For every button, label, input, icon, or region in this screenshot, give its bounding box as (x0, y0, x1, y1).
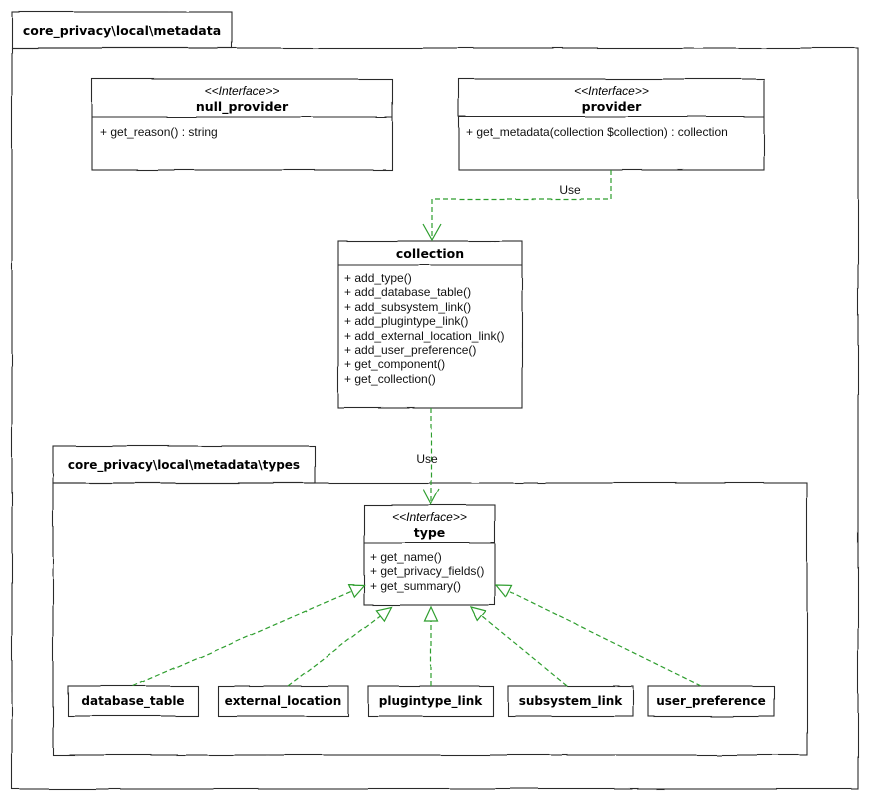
database-table-name: database_table (81, 694, 185, 708)
collection-method: + get_collection() (344, 371, 436, 386)
database-table-type-triangle (349, 585, 364, 597)
provider-collection-dependency-line (432, 170, 611, 238)
subsystem-link-type-realization-line (482, 616, 567, 686)
plugintype-link-name: plugintype_link (378, 694, 483, 708)
collection-method: + add_subsystem_link() (344, 299, 472, 314)
type-methods (370, 550, 484, 593)
provider-name: provider (581, 99, 642, 114)
outer-package-label: core_privacy\local\metadata (22, 22, 222, 38)
null-provider-stereotype: <<Interface>> (204, 84, 280, 98)
subsystem-link-name: subsystem_link (518, 694, 623, 708)
collection-method: + add_database_table() (344, 285, 472, 300)
type-stereotype: <<Interface>> (392, 510, 467, 524)
collection-method: + add_type() (344, 271, 412, 285)
null-provider-method: + get_reason() : string (100, 125, 218, 139)
provider-stereotype: <<Interface>> (574, 84, 649, 98)
database-table-type-realization-line (133, 591, 351, 686)
subsystem-link-type-triangle (471, 607, 486, 621)
collection-method: + add_plugintype_link() (344, 314, 469, 329)
plugintype-link-type-triangle (425, 607, 438, 621)
type-method: + get_name() (370, 550, 442, 564)
external-location-type-realization-line (288, 616, 380, 687)
provider-collection-use-label: Use (559, 183, 581, 197)
external-location-name: external_location (224, 694, 342, 708)
collection-methods (344, 271, 504, 386)
null-provider-name: null_provider (195, 99, 289, 114)
collection-method: + add_external_location_link() (344, 328, 505, 343)
user-preference-type-triangle (496, 585, 512, 597)
collection-method: + get_component() (344, 357, 446, 372)
collection-type-use-label: Use (416, 452, 438, 466)
types-package-label: core_privacy\local\metadata\types (67, 457, 301, 472)
user-preference-type-realization-line (509, 591, 701, 686)
type-method: + get_summary() (370, 578, 462, 593)
collection-name: collection (395, 246, 465, 261)
collection-method: + add_user_preference() (344, 343, 477, 358)
provider-method: + get_metadata(collection $collection) : collection (466, 125, 728, 139)
user-preference-name: user_preference (656, 694, 766, 708)
external-location-type-triangle (376, 607, 391, 621)
type-method: + get_privacy_fields() (370, 564, 485, 579)
type-name: type (413, 525, 446, 540)
